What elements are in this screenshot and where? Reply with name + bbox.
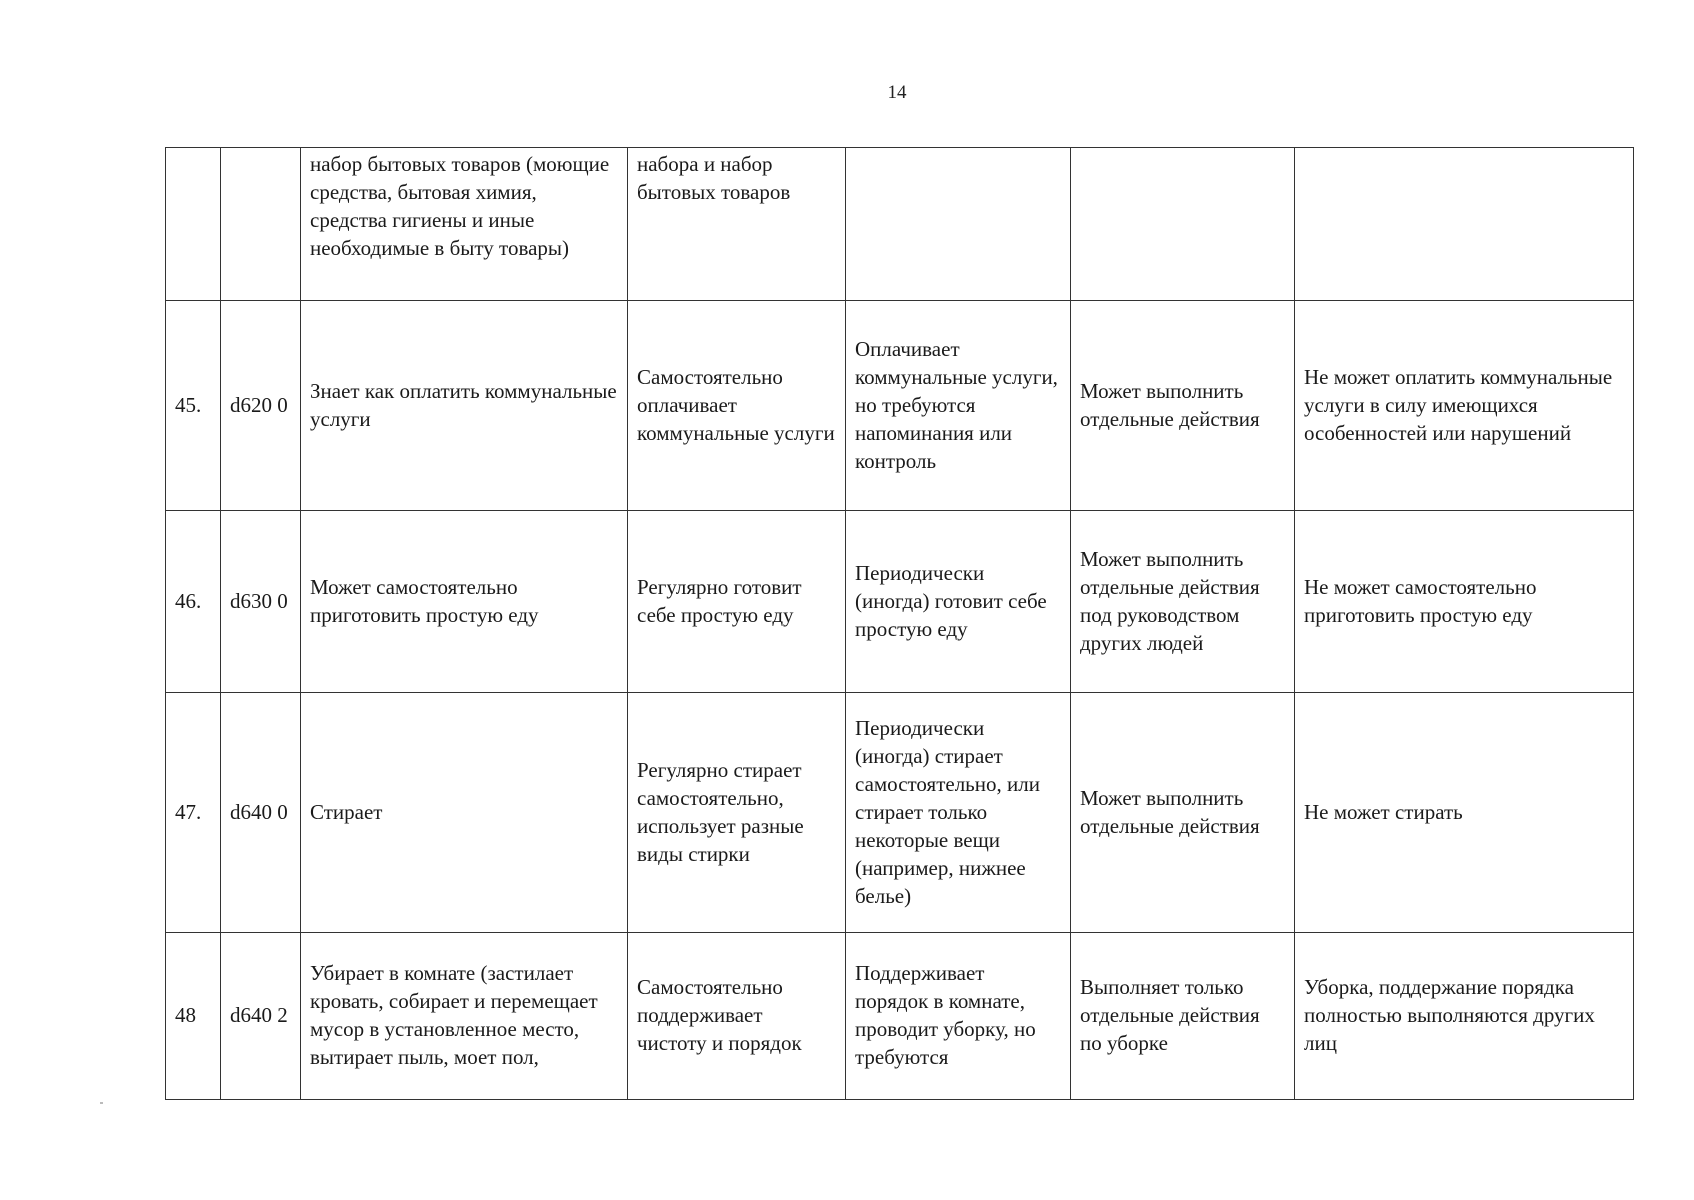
code-cell: d640 2 xyxy=(221,933,301,1100)
row-number-cell xyxy=(166,148,221,301)
assessment-table xyxy=(165,147,1634,1100)
level-partial-cell: Поддерживает порядок в комнате, проводит уборку, но требуются xyxy=(846,933,1071,1100)
level-partial-cell: Периодически (иногда) стирает самостоятельно, или стирает только некоторые вещи (например, нижнее белье) xyxy=(846,693,1071,933)
row-number-cell: 45. xyxy=(166,301,221,511)
level-full-cell: Регулярно готовит себе простую еду xyxy=(628,511,846,693)
level-none-cell: Не может оплатить коммунальные услуги в силу имеющихся особенностей или нарушений xyxy=(1295,301,1634,511)
scan-artifact xyxy=(100,1102,103,1104)
table-row xyxy=(166,933,1634,1100)
row-number-cell: 46. xyxy=(166,511,221,693)
level-partial-cell: Оплачивает коммунальные услуги, но требуются напоминания или контроль xyxy=(846,301,1071,511)
table-row xyxy=(166,511,1634,693)
level-partial-cell xyxy=(846,148,1071,301)
code-cell: d630 0 xyxy=(221,511,301,693)
code-cell xyxy=(221,148,301,301)
activity-cell: Может самостоятельно приготовить простую еду xyxy=(301,511,628,693)
code-cell: d620 0 xyxy=(221,301,301,511)
level-none-cell xyxy=(1295,148,1634,301)
level-partial-cell: Периодически (иногда) готовит себе простую еду xyxy=(846,511,1071,693)
activity-cell: Убирает в комнате (застилает кровать, собирает и перемещает мусор в установленное место, вытирает пыль, моет пол, xyxy=(301,933,628,1100)
level-full-cell: Самостоятельно поддерживает чистоту и порядок xyxy=(628,933,846,1100)
level-limited-cell: Может выполнить отдельные действия xyxy=(1071,693,1295,933)
table-row xyxy=(166,301,1634,511)
level-none-cell: Не может самостоятельно приготовить простую еду xyxy=(1295,511,1634,693)
level-limited-cell: Может выполнить отдельные действия xyxy=(1071,301,1295,511)
activity-cell: набор бытовых товаров (моющие средства, бытовая химия, средства гигиены и иные необходимые в быту товары) xyxy=(301,148,628,301)
level-limited-cell: Выполняет только отдельные действия по уборке xyxy=(1071,933,1295,1100)
activity-cell: Знает как оплатить коммунальные услуги xyxy=(301,301,628,511)
table-row xyxy=(166,148,1634,301)
level-none-cell: Уборка, поддержание порядка полностью выполняются других лиц xyxy=(1295,933,1634,1100)
code-cell: d640 0 xyxy=(221,693,301,933)
level-limited-cell xyxy=(1071,148,1295,301)
level-none-cell: Не может стирать xyxy=(1295,693,1634,933)
level-full-cell: Самостоятельно оплачивает коммунальные услуги xyxy=(628,301,846,511)
page-number: 14 xyxy=(887,82,907,103)
level-limited-cell: Может выполнить отдельные действия под руководством других людей xyxy=(1071,511,1295,693)
activity-cell: Стирает xyxy=(301,693,628,933)
level-full-cell: набора и набор бытовых товаров xyxy=(628,148,846,301)
row-number-cell: 48 xyxy=(166,933,221,1100)
level-full-cell: Регулярно стирает самостоятельно, использует разные виды стирки xyxy=(628,693,846,933)
row-number-cell: 47. xyxy=(166,693,221,933)
table-row xyxy=(166,693,1634,933)
